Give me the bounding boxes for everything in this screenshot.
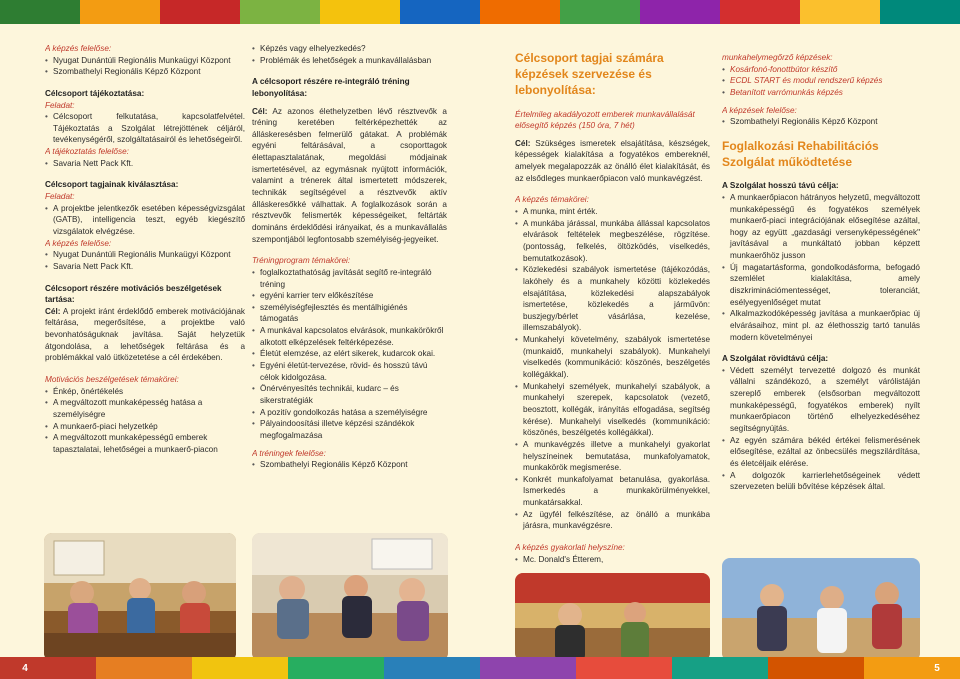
list-item: • A megváltozott munkaképességű emberek tapasztalatai, lehetőségei a munkaerő-piacon bbox=[45, 432, 245, 455]
label: A tájékoztatás felelőse: bbox=[45, 147, 129, 157]
bullet-list bbox=[45, 249, 245, 272]
label: Motivációs beszélgetések témakörei: bbox=[45, 375, 179, 385]
list-item: • Egyéni életút-tervezése, rövid- és hosszú távú célok kidolgozása. bbox=[252, 360, 447, 383]
photo-training bbox=[252, 533, 448, 661]
list-item: • Célcsoport felkutatása, kapcsolatfelvétel. Tájékoztatás a Szolgálat létrejöttének céljáról, tevékenységéről, szolgáltatásairól és lehetőségeiről. bbox=[45, 111, 245, 146]
list-item: • A munkavégzés illetve a munkahelyi gyakorlat helyszíneinek bemutatása, munkafolyamatok, munkakörök megismerése. bbox=[515, 439, 710, 474]
list-item: • Savaria Nett Pack Kft. bbox=[45, 261, 245, 273]
color-stripe bbox=[576, 657, 672, 679]
color-stripe bbox=[768, 657, 864, 679]
list-item: • A munkaerő-piaci helyzetkép bbox=[45, 421, 245, 433]
list-item: • Pályaindoosítási illetve képzési szándékok megfogalmazása bbox=[252, 418, 447, 441]
list-item: • Problémák és lehetőségek a munkavállalásban bbox=[252, 55, 447, 67]
bullet-list bbox=[252, 267, 447, 442]
list-item: • Alkalmazkodóképesség javítása a munkaerőpiac új elvárásaihoz, mint pl. az élethosszig tartó tanulás modern követelményei bbox=[722, 308, 920, 343]
photo-mcdonalds bbox=[515, 573, 710, 661]
list-item: • Munkahelyi követelmény, szabályok ismertetése (munkaidő, munkahelyi szabályok). Munkahelyi viselkedés (kommunikáció: köszönés, beszélgetés kollégákkal). bbox=[515, 334, 710, 381]
column-3 bbox=[515, 50, 710, 599]
section-heading: Célcsoport tagjainak kiválasztása: bbox=[45, 180, 179, 190]
bullet-list bbox=[252, 459, 447, 471]
list-item: • Közlekedési szabályok ismertetése (tájékozódás, lakóhely és a munkahely közötti közlekedés elsajátítása, közlekedési alapszabályok ismertetése, közlekedés a járművön: buszjegy/bérlet vásárlása, kezelése, illemszabályok). bbox=[515, 264, 710, 334]
color-stripe bbox=[560, 0, 640, 24]
label: A képzés témakörei: bbox=[515, 195, 589, 205]
page-number-left: 4 bbox=[22, 662, 28, 674]
color-stripe bbox=[400, 0, 480, 24]
color-stripe bbox=[640, 0, 720, 24]
paragraph bbox=[252, 106, 447, 246]
bullet-list bbox=[252, 43, 447, 66]
list-item: • Énkép, önértékelés bbox=[45, 386, 245, 398]
bullet-list bbox=[722, 192, 920, 343]
section-heading: A Szolgálat hosszú távú célja: bbox=[722, 181, 839, 191]
goal-text: A projekt iránt érdeklődő emberek motivációjának feltárása, megerősítése, a projektbe való bevonhatóságuknak javítása. Saját helyzetük átgondolása, a lehetőségek feltárása és a problémákkal való ütközetetése a cél érdekében. bbox=[45, 306, 245, 363]
list-item: • Nyugat Dunántúli Regionális Munkaügyi Központ bbox=[45, 55, 245, 67]
bullet-list bbox=[515, 206, 710, 532]
list-item: • Önérvényesítés technikái, kudarc – és sikerstratégiák bbox=[252, 383, 447, 406]
color-stripe bbox=[0, 0, 80, 24]
section-heading: A Szolgálat rövidtávú célja: bbox=[722, 354, 829, 364]
photo-rehab bbox=[722, 558, 920, 661]
label: A képzések felelőse: bbox=[722, 105, 797, 115]
list-item: • Új magatartásforma, gondolkodásforma, befogadó szemlélet kialakítása, amely diszkriminációmentességet, toleranciát, esélyegyenlőséget mutat bbox=[722, 262, 920, 309]
list-item: • Az egyén számára békéd értékei felismerésének elősegítése, ezáltal az önbecsülés megszilárdítása, és életcéljaik elérése. bbox=[722, 435, 920, 470]
list-item: • Szombathelyi Regionális Képző Központ bbox=[252, 459, 447, 471]
column-2 bbox=[252, 43, 447, 471]
list-item: • Életút elemzése, az elért sikerek, kudarcok okai. bbox=[252, 348, 447, 360]
bullet-list bbox=[45, 158, 245, 170]
list-item: • Nyugat Dunántúli Regionális Munkaügyi Központ bbox=[45, 249, 245, 261]
paragraph bbox=[45, 306, 245, 364]
color-stripe bbox=[480, 657, 576, 679]
label: A képzés felelőse: bbox=[45, 238, 112, 248]
list-item: • Szombathelyi Regionális Képző Központ bbox=[45, 66, 245, 78]
list-item: • Konkrét munkafolyamat betanulása, gyakorlása. Ismerkedés a munkakörülményekkel, munkatársakkal. bbox=[515, 474, 710, 509]
color-stripe bbox=[320, 0, 400, 24]
label: A képzés felelőse: bbox=[45, 44, 112, 53]
goal-label: Cél: bbox=[252, 106, 268, 116]
list-item: • Az ügyfél felkészítése, az önálló a munkába járásra, munkavégzésre. bbox=[515, 509, 710, 532]
bullet-list bbox=[45, 386, 245, 456]
list-item: • Képzés vagy elhelyezkedés? bbox=[252, 43, 447, 55]
column-1 bbox=[45, 43, 245, 456]
photo-classroom bbox=[44, 533, 236, 661]
list-item: • Kosárfonó-fonottbútor készítő bbox=[722, 64, 920, 76]
label: Feladat: bbox=[45, 100, 75, 110]
color-stripe bbox=[384, 657, 480, 679]
color-stripe bbox=[800, 0, 880, 24]
list-item: • A munkával kapcsolatos elvárások, munkakörökről alkotott elképzelések feltérképezése. bbox=[252, 325, 447, 348]
label: Tréningprogram témakörei: bbox=[252, 256, 351, 266]
bullet-list bbox=[45, 55, 245, 78]
list-item: • Védett személyt tervezetté dolgozó és munkát vállalni szándékozó, a személyt várólistáján szereplő emberek (elsősorban megváltozott munkaképességű, fogyatékos emberek) nyílt munkaerőpiacon történő elhelyezkedéséhez segítségnyújtás. bbox=[722, 365, 920, 435]
goal-label: Cél: bbox=[515, 138, 531, 148]
column-4 bbox=[722, 52, 920, 493]
list-item: • Szombathelyi Regionális Képző Központ bbox=[722, 116, 920, 128]
color-stripe bbox=[96, 657, 192, 679]
list-item: • A munka, mint érték. bbox=[515, 206, 710, 218]
label: A képzés gyakorlati helyszíne: bbox=[515, 542, 625, 552]
top-color-bar bbox=[0, 0, 960, 24]
list-item: • Mc. Donald's Étterem, bbox=[515, 554, 710, 566]
color-stripe bbox=[240, 0, 320, 24]
goal-label: Cél: bbox=[45, 306, 61, 316]
list-item: • ECDL START és modul rendszerű képzés bbox=[722, 75, 920, 87]
section-heading: Célcsoport tájékoztatása: bbox=[45, 88, 145, 98]
list-item: • A megváltozott munkaképesség hatása a személyiségre bbox=[45, 397, 245, 420]
color-stripe bbox=[288, 657, 384, 679]
label: munkahelymegőrző képzések: bbox=[722, 53, 833, 62]
section-title: Célcsoport tagjai számára képzések szervezése és lebonyolítása: bbox=[515, 51, 664, 98]
bottom-color-bar bbox=[0, 657, 960, 679]
goal-text: Az azonos élethelyzetben lévő résztvevők a tréning keretében feltérképezhették az álláskeresésben felmerülő gátakat. A problémák egyéni feltárásával, a csoporttagok élettapasztalatának, megoldási módjainak ismertetésével, az egymásnak nyújtott információk, valamint a trénerek által ismertetett módszerek, technikák segítségével a résztvevők aktív álláskeresőkké válhattak. A foglalkozások során a résztvevők felismerték képességeiket, feltárták domináns érdeklődési irányaikat, és a munkavállalás szempontjából legfontosabb személyiség-jegyeiket. bbox=[252, 106, 447, 244]
list-item: • Munkahelyi személyek, munkahelyi szabályok, a munkahelyi szerepek, kapcsolatok (vezető, beosztott, kollégák, irányítás elfogadása, segítség kérése). Munkahelyi viselkedés (kommunikáció: köszönés, beszélgetés kollégákkal). bbox=[515, 381, 710, 439]
list-item: • Betanított varrómunkás képzés bbox=[722, 87, 920, 99]
goal-text: Szükséges ismeretek elsajátítása, készségek, képességek kialakítása a fogyatékos embereknél, amelyek megalapozzák az önálló élet kialakítását, és az elsődleges munkaerőpiacon való munkavégzést. bbox=[515, 138, 710, 183]
color-stripe bbox=[480, 0, 560, 24]
color-stripe bbox=[80, 0, 160, 24]
color-stripe bbox=[720, 0, 800, 24]
list-item: • Savaria Nett Pack Kft. bbox=[45, 158, 245, 170]
color-stripe bbox=[160, 0, 240, 24]
color-stripe bbox=[880, 0, 960, 24]
section-heading: A célcsoport részére re-integráló tréning lebonyolítása: bbox=[252, 77, 410, 98]
bullet-list bbox=[515, 554, 710, 566]
color-stripe bbox=[672, 657, 768, 679]
bullet-list bbox=[722, 64, 920, 99]
bullet-list bbox=[45, 203, 245, 238]
label: Feladat: bbox=[45, 192, 75, 202]
section-heading: Célcsoport részére motivációs beszélgetések tartása: bbox=[45, 283, 222, 305]
page-number-right: 5 bbox=[934, 662, 940, 674]
paragraph bbox=[515, 138, 710, 185]
section-title: Foglalkozási Rehabilitációs Szolgálat működtetése bbox=[722, 138, 879, 170]
list-item: • személyiségfejlesztés és mentálhigiénés támogatás bbox=[252, 302, 447, 325]
list-item: • A munkába járással, munkába állással kapcsolatos elvárások feltételek megbeszélése, rögzítése.(pontosság, felkelés, öltözködés, viselkedés, bemutatkozások). bbox=[515, 218, 710, 265]
color-stripe bbox=[192, 657, 288, 679]
list-item: • A dolgozók karrierlehetőségeinek védett szervezeten belüli bővítése képzések által. bbox=[722, 470, 920, 493]
list-item: • A munkaerőpiacon hátrányos helyzetű, megváltozott munkaképességű és fogyatékos személyek munkaerő-piaci integrációjának elősegítése azáltal, hogy az együtt „gazdasági versenyképességének" javításával a munkáltató jobban képzett munkaerőhöz jusson bbox=[722, 192, 920, 262]
bullet-list bbox=[722, 365, 920, 493]
list-item: • egyéni karrier terv előkészítése bbox=[252, 290, 447, 302]
list-item: • foglalkoztathatóság javítását segítő re-integráló tréning bbox=[252, 267, 447, 290]
label: A tréningek felelőse: bbox=[252, 448, 326, 458]
list-item: • A pozitív gondolkozás hatása a személyiségre bbox=[252, 407, 447, 419]
bullet-list bbox=[722, 116, 920, 128]
list-item: • A projektbe jelentkezők esetében képességvizsgálat (GATB), intelligencia teszt, egyéb kiegészítő vizsgálatok elvégzése. bbox=[45, 203, 245, 238]
intro-text: Értelmileg akadályozott emberek munkavállalását elősegítő képzés (150 óra, 7 hét) bbox=[515, 109, 695, 131]
bullet-list bbox=[45, 111, 245, 146]
